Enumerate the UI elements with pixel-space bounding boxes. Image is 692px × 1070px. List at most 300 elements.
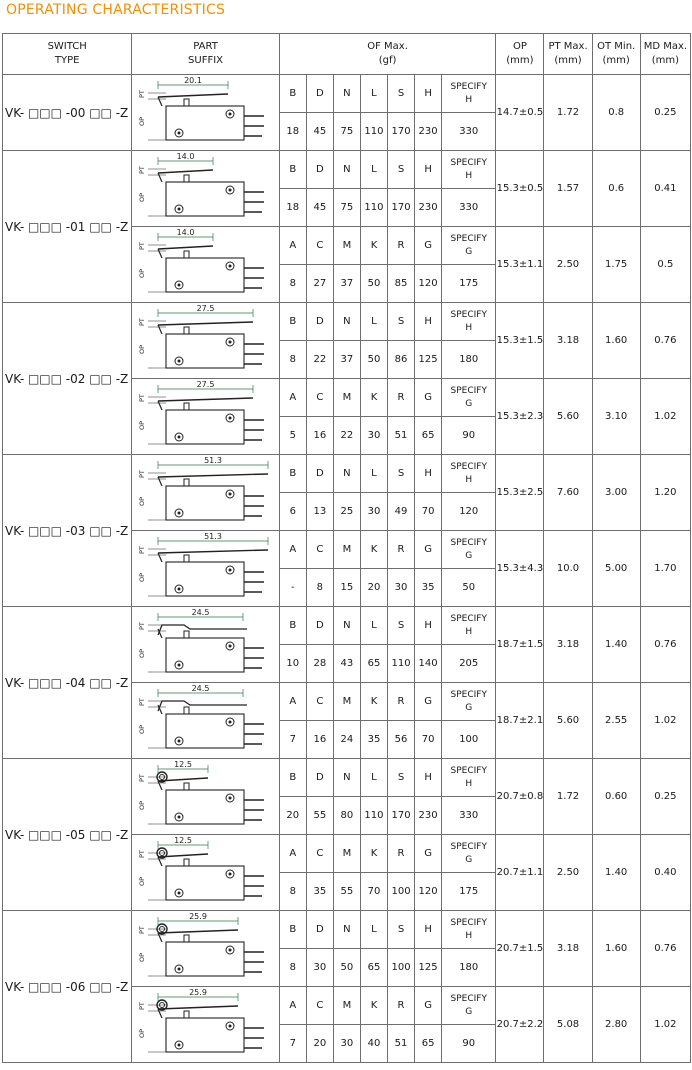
pt-value: 3.18 [544, 607, 592, 683]
of-code-cell: D [306, 759, 333, 797]
of-code-cell: K [360, 987, 387, 1025]
of-force-cell: 45 [306, 113, 333, 151]
header-row [3, 34, 691, 75]
of-code-cell: N [333, 759, 360, 797]
of-force-cell: 49 [388, 493, 415, 531]
of-code-cell: D [306, 455, 333, 493]
of-force-cell: 65 [415, 1025, 442, 1063]
op-label: OP [138, 192, 147, 202]
of-code-cell: N [333, 75, 360, 113]
switch-lever-drawing [132, 380, 277, 454]
ot-value: 3.00 [592, 455, 640, 531]
switch-lever-drawing [132, 456, 277, 530]
op-value: 15.3±2.5 [496, 455, 544, 531]
of-code-cell: D [306, 75, 333, 113]
of-force-cell: 86 [388, 341, 415, 379]
lever-length-label: 27.5 [196, 303, 215, 313]
of-force-cell: 8 [279, 949, 306, 987]
md-value: 0.25 [640, 75, 690, 151]
op-value: 15.3±1.5 [496, 303, 544, 379]
of-code-cell: A [279, 987, 306, 1025]
pt-label: PT [138, 849, 147, 858]
of-force-cell: 170 [388, 189, 415, 227]
pt-value: 5.60 [544, 683, 592, 759]
of-code-cell: B [279, 151, 306, 189]
specify-code-cell: SPECIFY H [442, 455, 496, 493]
of-force-cell: 51 [388, 1025, 415, 1063]
pt-label: PT [138, 241, 147, 250]
op-label: OP [138, 116, 147, 126]
op-value: 20.7±1.1 [496, 835, 544, 911]
of-code-cell: A [279, 683, 306, 721]
of-force-cell: 30 [360, 417, 387, 455]
operating-characteristics-table [2, 33, 691, 1063]
of-code-cell: D [306, 911, 333, 949]
switch-diagram [132, 379, 279, 455]
of-code-cell: M [333, 227, 360, 265]
of-code-cell: A [279, 227, 306, 265]
md-value: 0.25 [640, 759, 690, 835]
switch-lever-drawing [132, 532, 277, 606]
pt-value: 5.60 [544, 379, 592, 455]
of-code-cell: N [333, 303, 360, 341]
specify-force-cell: 120 [442, 493, 496, 531]
ot-value: 1.40 [592, 835, 640, 911]
of-force-cell: 125 [415, 341, 442, 379]
switch-type: VK- □□□ -04 □□ -Z [3, 607, 132, 759]
md-value: 1.02 [640, 987, 690, 1063]
switch-diagram [132, 835, 279, 911]
op-label: OP [138, 724, 147, 734]
switch-diagram [132, 987, 279, 1063]
letters-row [3, 303, 691, 341]
of-force-cell: 43 [333, 645, 360, 683]
of-force-cell: 120 [415, 873, 442, 911]
of-force-cell: 18 [279, 189, 306, 227]
of-force-cell: 65 [360, 645, 387, 683]
pt-value: 10.0 [544, 531, 592, 607]
of-force-cell: 27 [306, 265, 333, 303]
of-code-cell: L [360, 455, 387, 493]
of-force-cell: 50 [360, 265, 387, 303]
md-value: 1.02 [640, 379, 690, 455]
switch-lever-drawing [132, 304, 277, 378]
of-code-cell: D [306, 151, 333, 189]
of-force-cell: 230 [415, 189, 442, 227]
of-code-cell: C [306, 531, 333, 569]
of-force-cell: 125 [415, 949, 442, 987]
of-force-cell: 7 [279, 1025, 306, 1063]
of-force-cell: 5 [279, 417, 306, 455]
of-force-cell: 30 [333, 1025, 360, 1063]
pt-value: 1.72 [544, 75, 592, 151]
of-code-cell: G [415, 379, 442, 417]
op-label: OP [138, 496, 147, 506]
pt-label: PT [138, 545, 147, 554]
of-code-cell: G [415, 683, 442, 721]
of-code-cell: N [333, 151, 360, 189]
of-code-cell: B [279, 455, 306, 493]
of-code-cell: K [360, 379, 387, 417]
ot-value: 2.80 [592, 987, 640, 1063]
of-force-cell: 50 [333, 949, 360, 987]
specify-force-cell: 180 [442, 949, 496, 987]
of-force-cell: 80 [333, 797, 360, 835]
switch-type: VK- □□□ -00 □□ -Z [3, 75, 132, 151]
of-code-cell: K [360, 683, 387, 721]
of-code-cell: H [415, 607, 442, 645]
pt-value: 2.50 [544, 835, 592, 911]
ot-value: 0.6 [592, 151, 640, 227]
op-value: 15.3±2.3 [496, 379, 544, 455]
op-value: 15.3±1.1 [496, 227, 544, 303]
of-code-cell: R [388, 987, 415, 1025]
op-label: OP [138, 268, 147, 278]
specify-force-cell: 205 [442, 645, 496, 683]
lever-length-label: 27.5 [196, 379, 215, 389]
specify-code-cell: SPECIFY G [442, 835, 496, 873]
of-force-cell: 22 [306, 341, 333, 379]
page-title: OPERATING CHARACTERISTICS [6, 2, 226, 18]
of-code-cell: N [333, 607, 360, 645]
lever-length-label: 14.0 [176, 151, 195, 161]
of-code-cell: M [333, 531, 360, 569]
of-code-cell: L [360, 151, 387, 189]
of-code-cell: H [415, 455, 442, 493]
lever-length-label: 24.5 [191, 683, 210, 693]
of-force-cell: 110 [360, 113, 387, 151]
of-code-cell: C [306, 227, 333, 265]
letters-row [3, 151, 691, 189]
of-force-cell: 40 [360, 1025, 387, 1063]
of-force-cell: 100 [388, 873, 415, 911]
of-code-cell: R [388, 835, 415, 873]
md-value: 0.76 [640, 303, 690, 379]
op-label: OP [138, 420, 147, 430]
md-value: 0.76 [640, 607, 690, 683]
of-code-cell: B [279, 911, 306, 949]
specify-code-cell: SPECIFY H [442, 911, 496, 949]
of-force-cell: 70 [360, 873, 387, 911]
lever-length-label: 24.5 [191, 607, 210, 617]
of-code-cell: M [333, 683, 360, 721]
of-force-cell: 75 [333, 189, 360, 227]
of-code-cell: S [388, 151, 415, 189]
of-force-cell: 13 [306, 493, 333, 531]
lever-length-label: 12.5 [174, 835, 193, 845]
of-force-cell: 25 [333, 493, 360, 531]
of-force-cell: 110 [360, 189, 387, 227]
ot-value: 0.8 [592, 75, 640, 151]
of-code-cell: R [388, 379, 415, 417]
lever-length-label: 25.9 [189, 987, 208, 997]
of-code-cell: G [415, 835, 442, 873]
specify-code-cell: SPECIFY H [442, 607, 496, 645]
of-force-cell: 55 [306, 797, 333, 835]
of-force-cell: 8 [279, 341, 306, 379]
of-code-cell: G [415, 227, 442, 265]
of-force-cell: 10 [279, 645, 306, 683]
of-force-cell: 30 [306, 949, 333, 987]
specify-code-cell: SPECIFY G [442, 531, 496, 569]
of-code-cell: K [360, 227, 387, 265]
of-code-cell: K [360, 835, 387, 873]
md-header: MD Max. (mm) [640, 34, 690, 75]
of-code-cell: G [415, 531, 442, 569]
lever-length-label: 51.3 [204, 531, 223, 541]
switch-lever-drawing [132, 912, 277, 986]
pt-label: PT [138, 469, 147, 478]
of-code-cell: M [333, 379, 360, 417]
of-force-cell: 110 [360, 797, 387, 835]
of-force-cell: 75 [333, 113, 360, 151]
of-code-cell: C [306, 835, 333, 873]
of-force-cell: 35 [360, 721, 387, 759]
of-force-cell: 65 [360, 949, 387, 987]
ot-value: 1.75 [592, 227, 640, 303]
switch-type: VK- □□□ -06 □□ -Z [3, 911, 132, 1063]
switch-diagram [132, 455, 279, 531]
ot-value: 3.10 [592, 379, 640, 455]
ot-value: 0.60 [592, 759, 640, 835]
pt-label: PT [138, 925, 147, 934]
pt-label: PT [138, 773, 147, 782]
lever-length-label: 25.9 [189, 911, 208, 921]
of-force-cell: 35 [306, 873, 333, 911]
of-code-cell: S [388, 455, 415, 493]
ot-header: OT Min. (mm) [592, 34, 640, 75]
switch-lever-drawing [132, 760, 277, 834]
ot-value: 1.60 [592, 303, 640, 379]
of-code-cell: S [388, 911, 415, 949]
of-force-cell: 170 [388, 113, 415, 151]
switch-diagram [132, 151, 279, 227]
switch-type: VK- □□□ -01 □□ -Z [3, 151, 132, 303]
op-label: OP [138, 952, 147, 962]
of-code-cell: B [279, 759, 306, 797]
of-force-cell: 8 [306, 569, 333, 607]
of-force-cell: 30 [360, 493, 387, 531]
switch-type: VK- □□□ -02 □□ -Z [3, 303, 132, 455]
of-force-cell: 110 [388, 645, 415, 683]
of-force-cell: 30 [388, 569, 415, 607]
specify-code-cell: SPECIFY G [442, 987, 496, 1025]
of-force-cell: 56 [388, 721, 415, 759]
specify-force-cell: 330 [442, 797, 496, 835]
of-force-cell: 18 [279, 113, 306, 151]
of-force-cell: 120 [415, 265, 442, 303]
op-label: OP [138, 648, 147, 658]
of-code-cell: S [388, 759, 415, 797]
switch-diagram [132, 227, 279, 303]
of-force-cell: 35 [415, 569, 442, 607]
of-force-cell: 51 [388, 417, 415, 455]
switch-lever-drawing [132, 608, 277, 682]
ot-value: 5.00 [592, 531, 640, 607]
specify-code-cell: SPECIFY H [442, 759, 496, 797]
of-force-cell: 85 [388, 265, 415, 303]
specify-code-cell: SPECIFY G [442, 683, 496, 721]
op-label: OP [138, 344, 147, 354]
ot-value: 2.55 [592, 683, 640, 759]
op-value: 15.3±4.3 [496, 531, 544, 607]
md-value: 1.02 [640, 683, 690, 759]
op-label: OP [138, 572, 147, 582]
of-code-cell: B [279, 303, 306, 341]
pt-label: PT [138, 697, 147, 706]
ot-value: 1.40 [592, 607, 640, 683]
of-force-cell: 37 [333, 265, 360, 303]
of-code-cell: C [306, 987, 333, 1025]
letters-row [3, 75, 691, 113]
of-code-cell: L [360, 75, 387, 113]
of-force-cell: 100 [388, 949, 415, 987]
pt-value: 7.60 [544, 455, 592, 531]
specify-force-cell: 100 [442, 721, 496, 759]
op-value: 18.7±2.1 [496, 683, 544, 759]
of-code-cell: R [388, 227, 415, 265]
specify-force-cell: 50 [442, 569, 496, 607]
of-force-cell: 16 [306, 417, 333, 455]
switch-lever-drawing [132, 228, 277, 302]
pt-value: 3.18 [544, 911, 592, 987]
specify-force-cell: 330 [442, 113, 496, 151]
of-code-cell: S [388, 607, 415, 645]
pt-value: 3.18 [544, 303, 592, 379]
of-code-cell: D [306, 303, 333, 341]
switch-lever-drawing [132, 684, 277, 758]
of-code-cell: R [388, 531, 415, 569]
pt-label: PT [138, 89, 147, 98]
pt-value: 1.72 [544, 759, 592, 835]
switch-diagram [132, 531, 279, 607]
op-value: 20.7±2.2 [496, 987, 544, 1063]
switch-diagram [132, 303, 279, 379]
pt-label: PT [138, 165, 147, 174]
letters-row [3, 759, 691, 797]
letters-row [3, 911, 691, 949]
switch-lever-drawing [132, 76, 277, 150]
specify-force-cell: 90 [442, 1025, 496, 1063]
of-code-cell: A [279, 531, 306, 569]
of-code-cell: H [415, 151, 442, 189]
of-force-cell: 8 [279, 873, 306, 911]
pt-label: PT [138, 621, 147, 630]
of-code-cell: S [388, 303, 415, 341]
of-code-cell: H [415, 75, 442, 113]
op-value: 14.7±0.5 [496, 75, 544, 151]
of-code-cell: N [333, 911, 360, 949]
md-value: 0.5 [640, 227, 690, 303]
of-force-cell: 70 [415, 493, 442, 531]
of-force-cell: 24 [333, 721, 360, 759]
of-force-cell: 22 [333, 417, 360, 455]
of-code-cell: H [415, 303, 442, 341]
switch-diagram [132, 683, 279, 759]
lever-length-label: 20.1 [184, 75, 203, 85]
op-value: 20.7±1.5 [496, 911, 544, 987]
pt-value: 5.08 [544, 987, 592, 1063]
letters-row [3, 607, 691, 645]
of-force-cell: 37 [333, 341, 360, 379]
of-code-cell: A [279, 835, 306, 873]
switch-type-header: SWITCH TYPE [3, 34, 132, 75]
of-force-cell: 20 [360, 569, 387, 607]
switch-diagram [132, 75, 279, 151]
md-value: 1.70 [640, 531, 690, 607]
of-force-cell: 45 [306, 189, 333, 227]
ot-value: 1.60 [592, 911, 640, 987]
of-force-cell: 8 [279, 265, 306, 303]
of-code-cell: L [360, 607, 387, 645]
pt-label: PT [138, 393, 147, 402]
of-force-cell: 50 [360, 341, 387, 379]
of-force-cell: 20 [279, 797, 306, 835]
op-value: 18.7±1.5 [496, 607, 544, 683]
op-value: 15.3±0.5 [496, 151, 544, 227]
specify-force-cell: 330 [442, 189, 496, 227]
switch-diagram [132, 759, 279, 835]
switch-type: VK- □□□ -03 □□ -Z [3, 455, 132, 607]
switch-diagram [132, 911, 279, 987]
of-code-cell: L [360, 759, 387, 797]
of-force-cell: 28 [306, 645, 333, 683]
switch-lever-drawing [132, 988, 277, 1062]
of-code-cell: C [306, 379, 333, 417]
of-force-cell: 230 [415, 113, 442, 151]
pt-header: PT Max. (mm) [544, 34, 592, 75]
md-value: 1.20 [640, 455, 690, 531]
op-label: OP [138, 800, 147, 810]
specify-force-cell: 90 [442, 417, 496, 455]
pt-value: 1.57 [544, 151, 592, 227]
specify-force-cell: 175 [442, 265, 496, 303]
lever-length-label: 14.0 [176, 227, 195, 237]
specify-code-cell: SPECIFY H [442, 303, 496, 341]
part-suffix-header: PART SUFFIX [132, 34, 279, 75]
of-code-cell: N [333, 455, 360, 493]
op-label: OP [138, 876, 147, 886]
of-force-cell: 15 [333, 569, 360, 607]
of-code-cell: M [333, 987, 360, 1025]
specify-code-cell: SPECIFY G [442, 379, 496, 417]
of-force-cell: - [279, 569, 306, 607]
of-code-cell: R [388, 683, 415, 721]
md-value: 0.76 [640, 911, 690, 987]
specify-force-cell: 180 [442, 341, 496, 379]
md-value: 0.40 [640, 835, 690, 911]
of-force-cell: 6 [279, 493, 306, 531]
switch-diagram [132, 607, 279, 683]
lever-length-label: 51.3 [204, 455, 223, 465]
of-max-header: OF Max. (gf) [279, 34, 496, 75]
switch-lever-drawing [132, 152, 277, 226]
of-code-cell: H [415, 759, 442, 797]
of-force-cell: 65 [415, 417, 442, 455]
specify-code-cell: SPECIFY H [442, 75, 496, 113]
switch-lever-drawing [132, 836, 277, 910]
specify-code-cell: SPECIFY G [442, 227, 496, 265]
of-code-cell: L [360, 911, 387, 949]
of-force-cell: 140 [415, 645, 442, 683]
pt-label: PT [138, 317, 147, 326]
of-code-cell: B [279, 75, 306, 113]
of-code-cell: B [279, 607, 306, 645]
of-force-cell: 16 [306, 721, 333, 759]
specify-force-cell: 175 [442, 873, 496, 911]
pt-label: PT [138, 1001, 147, 1010]
pt-value: 2.50 [544, 227, 592, 303]
